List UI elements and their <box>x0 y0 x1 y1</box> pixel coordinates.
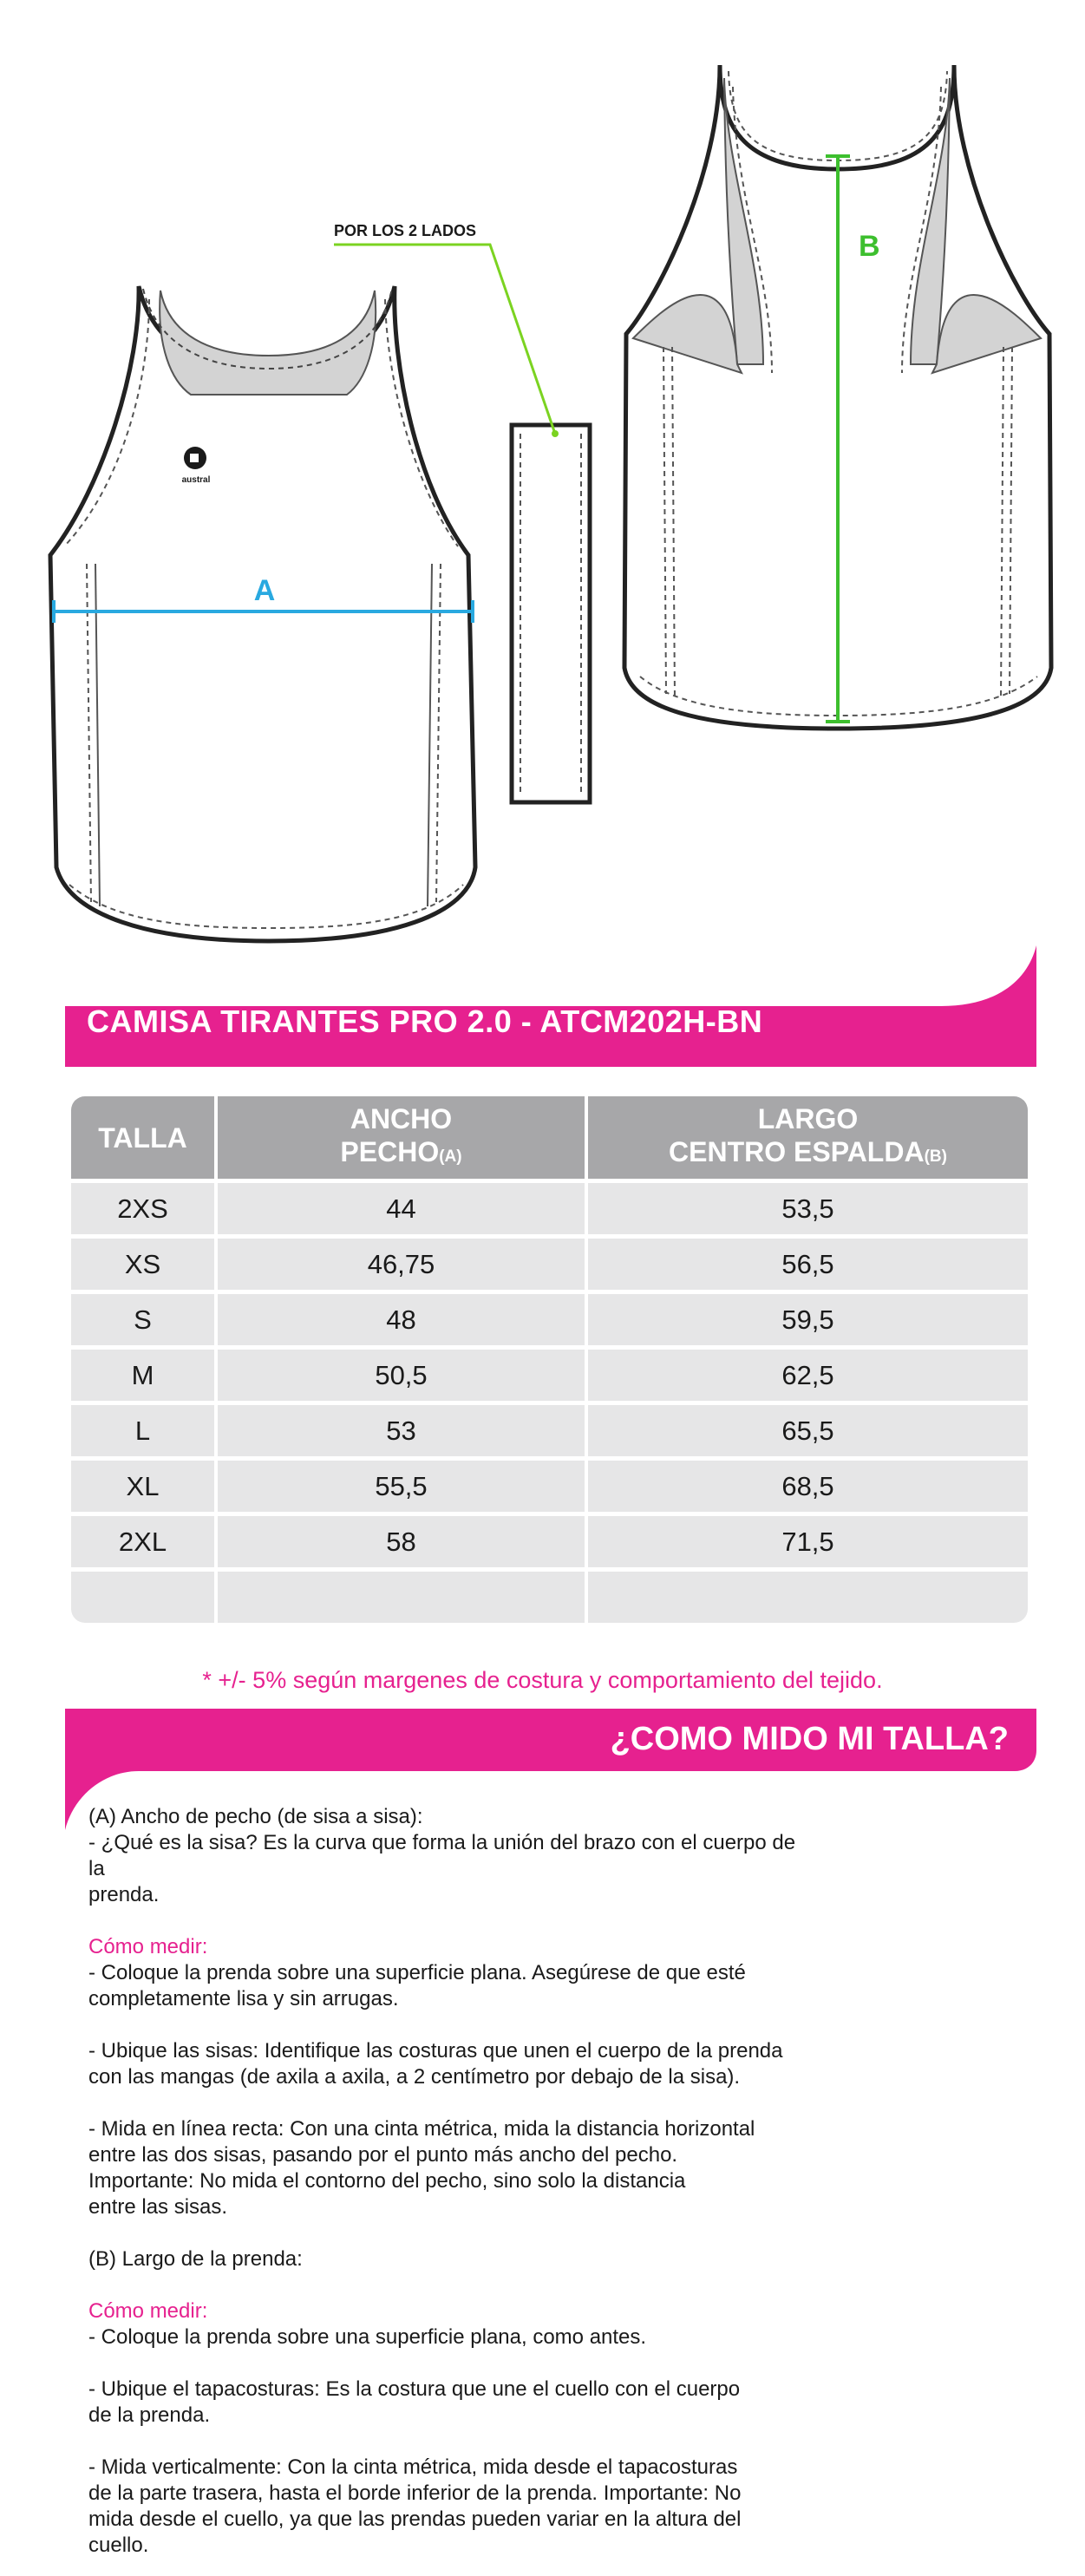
callout-label: POR LOS 2 LADOS <box>334 222 477 239</box>
cell-talla <box>71 1572 218 1623</box>
cell-largo <box>588 1572 1028 1623</box>
tolerance-note: * +/- 5% según margenes de costura y comportamiento del tejido. <box>202 1667 883 1693</box>
cell-talla: L <box>71 1405 218 1456</box>
length-como-medir: Cómo medir: <box>88 2299 208 2323</box>
cell-largo: 62,5 <box>781 1359 834 1390</box>
table-row <box>71 1234 1028 1290</box>
cell-ancho: 46,75 <box>218 1239 588 1290</box>
cell-ancho: 58 <box>218 1516 588 1567</box>
cell-talla: 2XL <box>71 1516 218 1567</box>
table-row <box>71 1401 1028 1456</box>
cell-ancho: 44 <box>218 1183 588 1234</box>
header-largo-line2: CENTRO ESPALDA <box>669 1135 925 1167</box>
length-step-2: - Ubique el tapacosturas: Es la costura que une el cuello con el cuerpo de la prenda. <box>88 2377 741 2427</box>
header-talla: TALLA <box>71 1096 218 1179</box>
cell-ancho: 55,5 <box>218 1461 588 1512</box>
cell-largo: 56,5 <box>781 1248 834 1279</box>
cell-largo: 65,5 <box>781 1415 834 1446</box>
cell-largo: 59,5 <box>781 1304 834 1335</box>
cell-ancho: 50,5 <box>218 1350 588 1401</box>
chest-width-intro: (A) Ancho de pecho (de sisa a sisa): - ¿Qué es la sisa? Es la curva que forma la unión del brazo con el cuerpo de la prenda. <box>88 1805 796 1906</box>
table-row <box>71 1290 1028 1345</box>
dimension-b-label: B <box>859 230 880 263</box>
cell-largo: 71,5 <box>781 1526 834 1557</box>
how-to-heading: ¿COMO MIDO MI TALLA? <box>610 1721 1009 1757</box>
cell-talla: 2XS <box>71 1183 218 1234</box>
header-largo-espalda <box>588 1096 1028 1179</box>
table-header <box>71 1096 1028 1179</box>
chest-step-2: - Ubique las sisas: Identifique las costuras que unen el cuerpo de la prenda con las mangas (de axila a axila, a 2 centímetro por debajo de la sisa). <box>88 2039 783 2089</box>
garment-illustration <box>0 0 1085 945</box>
table-row <box>71 1179 1028 1234</box>
header-ancho-line1: ANCHO <box>350 1102 453 1134</box>
cell-talla: S <box>71 1294 218 1345</box>
table-row <box>71 1512 1028 1567</box>
header-ancho-line2: PECHO <box>340 1135 440 1167</box>
chest-como-medir: Cómo medir: <box>88 1935 208 1958</box>
cell-talla: XS <box>71 1239 218 1290</box>
back-view-tank-top <box>624 65 1051 729</box>
header-largo-line1: LARGO <box>757 1102 859 1134</box>
chest-step-3: - Mida en línea recta: Con una cinta métrica, mida la distancia horizontal entre las dos sisas, pasando por el punto más ancho del pecho. Importante: No mida el contorno del pecho, sino solo la distancia entre las sisas. <box>88 2117 755 2219</box>
cell-ancho: 53 <box>218 1405 588 1456</box>
header-ancho-pecho <box>218 1096 588 1179</box>
cell-largo: 53,5 <box>781 1193 834 1224</box>
chest-step-1: - Coloque la prenda sobre una superficie plana. Asegúrese de que esté completamente lisa y sin arrugas. <box>88 1961 746 2010</box>
cell-ancho <box>218 1572 588 1623</box>
table-row <box>71 1456 1028 1512</box>
length-step-1: - Coloque la prenda sobre una superficie plana, como antes. <box>88 2325 647 2349</box>
front-view-tank-top <box>50 286 475 941</box>
header-ancho-suffix: (A) <box>439 1147 462 1166</box>
measurement-instructions <box>88 1804 817 2559</box>
cell-largo: 68,5 <box>781 1470 834 1501</box>
dimension-a-label: A <box>253 574 276 607</box>
header-largo-suffix: (B) <box>924 1147 947 1166</box>
brand-logo-text: austral <box>181 475 211 485</box>
table-row <box>71 1345 1028 1401</box>
size-table <box>71 1096 1028 1623</box>
length-step-3: - Mida verticalmente: Con la cinta métrica, mida desde el tapacosturas de la parte trasera, hasta el borde inferior de la prenda. Importante: No mida desde el cuello, ya que las prendas pueden variar en la altura del cuello. <box>88 2455 742 2557</box>
length-intro: (B) Largo de la prenda: <box>88 2247 303 2271</box>
product-title: CAMISA TIRANTES PRO 2.0 - ATCM202H-BN <box>87 1004 763 1039</box>
cell-talla: XL <box>71 1461 218 1512</box>
table-row <box>71 1567 1028 1623</box>
cell-ancho: 48 <box>218 1294 588 1345</box>
cell-talla: M <box>71 1350 218 1401</box>
